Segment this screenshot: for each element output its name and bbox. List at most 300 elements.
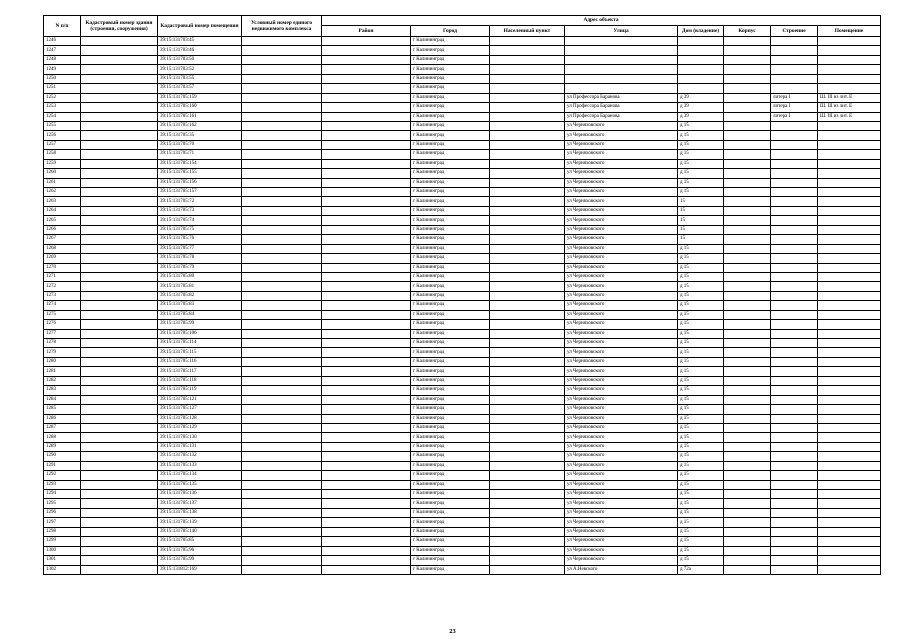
- cell-cad-building: [81, 367, 158, 376]
- cell-building: [771, 433, 818, 442]
- cell-building: [771, 121, 818, 130]
- cell-room: [818, 150, 881, 159]
- cell-district: [322, 150, 411, 159]
- cell-city: г Калининград: [411, 55, 490, 64]
- cell-district: [322, 263, 411, 272]
- cell-city: г Калининград: [411, 395, 490, 404]
- cell-cad-room: 39:15:131705:76: [158, 235, 242, 244]
- cell-district: [322, 508, 411, 517]
- cell-corpus: [724, 518, 771, 527]
- cell-room: [818, 339, 881, 348]
- cell-district: [322, 320, 411, 329]
- cell-house: д 15: [678, 518, 724, 527]
- cell-conditional-number: [242, 263, 322, 272]
- cell-settlement: [490, 150, 565, 159]
- cell-conditional-number: [242, 367, 322, 376]
- cell-city: г Калининград: [411, 225, 490, 234]
- cell-house: д 15: [678, 121, 724, 130]
- table-row: [44, 244, 881, 253]
- cell-conditional-number: [242, 508, 322, 517]
- registry-table-container: [43, 15, 880, 575]
- cell-corpus: [724, 329, 771, 338]
- cell-city: г Калининград: [411, 537, 490, 546]
- cell-street: ул Черняховского: [565, 140, 678, 149]
- cell-building: [771, 235, 818, 244]
- table-row: [44, 320, 881, 329]
- cell-settlement: [490, 433, 565, 442]
- cell-conditional-number: [242, 414, 322, 423]
- cell-corpus: [724, 471, 771, 480]
- cell-district: [322, 414, 411, 423]
- cell-building: литера I: [771, 103, 818, 112]
- cell-street: ул Черняховского: [565, 225, 678, 234]
- cell-city: г Калининград: [411, 84, 490, 93]
- cell-settlement: [490, 103, 565, 112]
- cell-district: [322, 433, 411, 442]
- cell-settlement: [490, 272, 565, 281]
- cell-building: [771, 244, 818, 253]
- cell-house: [678, 74, 724, 83]
- cell-street: ул Черняховского: [565, 188, 678, 197]
- cell-room: [818, 65, 881, 74]
- cell-settlement: [490, 386, 565, 395]
- cell-cad-building: [81, 490, 158, 499]
- cell-house: д 15: [678, 556, 724, 565]
- cell-room: [818, 37, 881, 46]
- cell-cad-building: [81, 206, 158, 215]
- cell-house: д 15: [678, 272, 724, 281]
- table-row: [44, 367, 881, 376]
- cell-cad-room: 39:15:131705:71: [158, 150, 242, 159]
- cell-corpus: [724, 282, 771, 291]
- cell-building: [771, 423, 818, 432]
- cell-corpus: [724, 178, 771, 187]
- cell-corpus: [724, 433, 771, 442]
- cell-room: [818, 272, 881, 281]
- cell-cad-building: [81, 395, 158, 404]
- cell-num: 1256: [44, 131, 81, 140]
- cell-street: ул Профессора Баранова: [565, 103, 678, 112]
- cell-settlement: [490, 310, 565, 319]
- cell-conditional-number: [242, 433, 322, 442]
- header-cad-building: Кадастровый номер здания (строения, сооружения): [81, 16, 158, 37]
- cell-cad-building: [81, 376, 158, 385]
- cell-room: [818, 518, 881, 527]
- cell-cad-room: 39:15:131705:135: [158, 480, 242, 489]
- cell-cad-building: [81, 263, 158, 272]
- table-row: [44, 178, 881, 187]
- cell-house: д 15: [678, 150, 724, 159]
- cell-corpus: [724, 376, 771, 385]
- cell-settlement: [490, 216, 565, 225]
- cell-room: [818, 357, 881, 366]
- cell-cad-building: [81, 414, 158, 423]
- cell-conditional-number: [242, 556, 322, 565]
- cell-cad-building: [81, 65, 158, 74]
- cell-settlement: [490, 537, 565, 546]
- cell-building: литера I: [771, 112, 818, 121]
- cell-settlement: [490, 301, 565, 310]
- cell-num: 1265: [44, 216, 81, 225]
- cell-settlement: [490, 367, 565, 376]
- cell-cad-room: 39:15:131812:169: [158, 565, 242, 574]
- cell-cad-room: 39:15:131705:129: [158, 423, 242, 432]
- cell-street: ул Черняховского: [565, 423, 678, 432]
- cell-cad-room: 39:15:131705:132: [158, 452, 242, 461]
- cell-corpus: [724, 442, 771, 451]
- cell-street: ул Черняховского: [565, 480, 678, 489]
- cell-cad-room: 39:15:131705:159: [158, 93, 242, 102]
- cell-building: [771, 461, 818, 470]
- cell-room: Ш. III из лит. Е: [818, 112, 881, 121]
- cell-street: ул Черняховского: [565, 367, 678, 376]
- cell-conditional-number: [242, 84, 322, 93]
- cell-cad-room: 39:15:131703:46: [158, 46, 242, 55]
- table-row: [44, 395, 881, 404]
- cell-district: [322, 272, 411, 281]
- table-row: [44, 537, 881, 546]
- cell-conditional-number: [242, 46, 322, 55]
- header-settlement: Населенный пункт: [490, 26, 565, 37]
- cell-corpus: [724, 490, 771, 499]
- cell-district: [322, 518, 411, 527]
- cell-street: [565, 84, 678, 93]
- cell-conditional-number: [242, 527, 322, 536]
- cell-corpus: [724, 93, 771, 102]
- cell-district: [322, 546, 411, 555]
- cell-room: [818, 423, 881, 432]
- cell-district: [322, 490, 411, 499]
- cell-house: д 15: [678, 357, 724, 366]
- cell-num: 1266: [44, 225, 81, 234]
- cell-district: [322, 206, 411, 215]
- cell-street: ул Черняховского: [565, 518, 678, 527]
- table-row: [44, 357, 881, 366]
- cell-settlement: [490, 235, 565, 244]
- cell-building: [771, 357, 818, 366]
- cell-settlement: [490, 499, 565, 508]
- table-row: [44, 272, 881, 281]
- cell-cad-building: [81, 442, 158, 451]
- cell-house: д 39: [678, 112, 724, 121]
- cell-num: 1272: [44, 282, 81, 291]
- cell-settlement: [490, 282, 565, 291]
- cell-room: [818, 386, 881, 395]
- cell-conditional-number: [242, 546, 322, 555]
- cell-num: 1261: [44, 178, 81, 187]
- cell-cad-building: [81, 310, 158, 319]
- cell-house: д 15: [678, 537, 724, 546]
- cell-street: ул Черняховского: [565, 206, 678, 215]
- cell-building: [771, 556, 818, 565]
- cell-city: г Калининград: [411, 357, 490, 366]
- cell-corpus: [724, 159, 771, 168]
- cell-cad-building: [81, 169, 158, 178]
- cell-num: 1250: [44, 74, 81, 83]
- cell-district: [322, 178, 411, 187]
- cell-cad-building: [81, 452, 158, 461]
- cell-city: г Калининград: [411, 565, 490, 574]
- cell-conditional-number: [242, 178, 322, 187]
- cell-settlement: [490, 395, 565, 404]
- table-row: [44, 65, 881, 74]
- cell-num: 1262: [44, 188, 81, 197]
- cell-num: 1260: [44, 169, 81, 178]
- cell-num: 1273: [44, 291, 81, 300]
- cell-city: г Калининград: [411, 414, 490, 423]
- cell-conditional-number: [242, 499, 322, 508]
- cell-num: 1257: [44, 140, 81, 149]
- table-body: [44, 37, 881, 575]
- cell-city: г Калининград: [411, 452, 490, 461]
- table-row: [44, 414, 881, 423]
- cell-settlement: [490, 93, 565, 102]
- cell-cad-room: 39:15:131705:70: [158, 140, 242, 149]
- cell-district: [322, 235, 411, 244]
- cell-num: 1286: [44, 414, 81, 423]
- cell-settlement: [490, 423, 565, 432]
- cell-conditional-number: [242, 518, 322, 527]
- cell-settlement: [490, 329, 565, 338]
- cell-conditional-number: [242, 310, 322, 319]
- cell-room: Ш. III из лит. Е: [818, 93, 881, 102]
- cell-cad-building: [81, 499, 158, 508]
- cell-cad-building: [81, 197, 158, 206]
- cell-city: г Калининград: [411, 169, 490, 178]
- cell-city: г Калининград: [411, 188, 490, 197]
- cell-district: [322, 329, 411, 338]
- cell-conditional-number: [242, 357, 322, 366]
- cell-corpus: [724, 84, 771, 93]
- cell-settlement: [490, 546, 565, 555]
- cell-building: [771, 405, 818, 414]
- cell-room: [818, 433, 881, 442]
- cell-street: ул Черняховского: [565, 216, 678, 225]
- cell-building: [771, 150, 818, 159]
- cell-num: 1292: [44, 471, 81, 480]
- cell-district: [322, 556, 411, 565]
- cell-num: 1301: [44, 556, 81, 565]
- cell-house: 15: [678, 197, 724, 206]
- cell-street: [565, 37, 678, 46]
- cell-house: д 15: [678, 499, 724, 508]
- table-row: [44, 131, 881, 140]
- cell-conditional-number: [242, 131, 322, 140]
- cell-corpus: [724, 291, 771, 300]
- cell-cad-building: [81, 461, 158, 470]
- table-row: [44, 565, 881, 574]
- header-building: Строение: [771, 26, 818, 37]
- cell-district: [322, 395, 411, 404]
- cell-conditional-number: [242, 216, 322, 225]
- cell-house: д 15: [678, 527, 724, 536]
- table-row: [44, 206, 881, 215]
- cell-house: д 15: [678, 376, 724, 385]
- cell-num: 1294: [44, 490, 81, 499]
- cell-room: [818, 188, 881, 197]
- cell-street: ул Черняховского: [565, 433, 678, 442]
- cell-house: д 15: [678, 244, 724, 253]
- cell-house: д 15: [678, 282, 724, 291]
- cell-corpus: [724, 244, 771, 253]
- cell-corpus: [724, 103, 771, 112]
- cell-num: 1293: [44, 480, 81, 489]
- cell-district: [322, 339, 411, 348]
- cell-building: [771, 329, 818, 338]
- cell-settlement: [490, 112, 565, 121]
- cell-settlement: [490, 169, 565, 178]
- cell-num: 1249: [44, 65, 81, 74]
- table-row: [44, 235, 881, 244]
- cell-conditional-number: [242, 395, 322, 404]
- cell-room: [818, 301, 881, 310]
- cell-num: 1264: [44, 206, 81, 215]
- cell-house: д 15: [678, 423, 724, 432]
- cell-house: д 15: [678, 386, 724, 395]
- table-row: [44, 480, 881, 489]
- cell-num: 1263: [44, 197, 81, 206]
- cell-city: г Калининград: [411, 131, 490, 140]
- cell-cad-room: 39:15:131705:118: [158, 376, 242, 385]
- cell-cad-building: [81, 74, 158, 83]
- cell-conditional-number: [242, 121, 322, 130]
- cell-conditional-number: [242, 452, 322, 461]
- cell-cad-room: 39:15:131705:99: [158, 320, 242, 329]
- cell-num: 1253: [44, 103, 81, 112]
- cell-street: ул Черняховского: [565, 471, 678, 480]
- cell-room: [818, 348, 881, 357]
- cell-cad-building: [81, 55, 158, 64]
- cell-building: [771, 320, 818, 329]
- cell-cad-room: 39:15:131705:156: [158, 178, 242, 187]
- cell-settlement: [490, 74, 565, 83]
- cell-cad-building: [81, 565, 158, 574]
- cell-building: [771, 367, 818, 376]
- header-corpus: Корпус: [724, 26, 771, 37]
- cell-num: 1288: [44, 433, 81, 442]
- cell-cad-building: [81, 291, 158, 300]
- cell-city: г Калининград: [411, 216, 490, 225]
- cell-conditional-number: [242, 244, 322, 253]
- table-row: [44, 310, 881, 319]
- cell-street: ул Черняховского: [565, 546, 678, 555]
- cell-house: д 15: [678, 405, 724, 414]
- cell-corpus: [724, 395, 771, 404]
- cell-street: ул Черняховского: [565, 197, 678, 206]
- cell-cad-building: [81, 46, 158, 55]
- cell-city: г Калининград: [411, 140, 490, 149]
- cell-settlement: [490, 556, 565, 565]
- cell-district: [322, 55, 411, 64]
- cell-cad-room: 39:15:131705:35: [158, 131, 242, 140]
- cell-num: 1296: [44, 508, 81, 517]
- cell-conditional-number: [242, 537, 322, 546]
- cell-conditional-number: [242, 339, 322, 348]
- cell-district: [322, 46, 411, 55]
- cell-cad-room: 39:15:131705:136: [158, 490, 242, 499]
- cell-street: ул Черняховского: [565, 414, 678, 423]
- cell-cad-room: 39:15:131705:84: [158, 310, 242, 319]
- cell-corpus: [724, 405, 771, 414]
- cell-city: г Калининград: [411, 244, 490, 253]
- cell-street: ул Черняховского: [565, 121, 678, 130]
- cell-cad-building: [81, 37, 158, 46]
- cell-building: [771, 395, 818, 404]
- registry-table: [43, 15, 881, 575]
- cell-conditional-number: [242, 405, 322, 414]
- table-row: [44, 490, 881, 499]
- cell-cad-building: [81, 188, 158, 197]
- cell-cad-room: 39:15:131705:134: [158, 471, 242, 480]
- cell-cad-room: 39:15:131705:162: [158, 121, 242, 130]
- cell-cad-building: [81, 216, 158, 225]
- cell-house: д 15: [678, 329, 724, 338]
- cell-num: 1298: [44, 527, 81, 536]
- table-row: [44, 376, 881, 385]
- cell-district: [322, 140, 411, 149]
- cell-cad-building: [81, 339, 158, 348]
- cell-city: г Калининград: [411, 320, 490, 329]
- cell-settlement: [490, 471, 565, 480]
- cell-building: [771, 452, 818, 461]
- cell-cad-building: [81, 386, 158, 395]
- cell-cad-building: [81, 480, 158, 489]
- cell-corpus: [724, 188, 771, 197]
- cell-conditional-number: [242, 206, 322, 215]
- cell-street: ул Черняховского: [565, 178, 678, 187]
- cell-corpus: [724, 169, 771, 178]
- cell-city: г Калининград: [411, 329, 490, 338]
- cell-house: д 15: [678, 508, 724, 517]
- cell-district: [322, 65, 411, 74]
- table-row: [44, 188, 881, 197]
- header-address-group: Адрес объекта: [322, 16, 881, 26]
- cell-num: 1299: [44, 537, 81, 546]
- cell-building: [771, 225, 818, 234]
- cell-settlement: [490, 376, 565, 385]
- cell-conditional-number: [242, 188, 322, 197]
- cell-district: [322, 386, 411, 395]
- cell-conditional-number: [242, 37, 322, 46]
- cell-cad-building: [81, 508, 158, 517]
- cell-corpus: [724, 235, 771, 244]
- cell-house: 15: [678, 216, 724, 225]
- cell-street: ул Профессора Баранова: [565, 112, 678, 121]
- cell-settlement: [490, 527, 565, 536]
- cell-street: ул Черняховского: [565, 386, 678, 395]
- page-number: 23: [449, 628, 456, 635]
- cell-cad-room: 39:15:131705:131: [158, 442, 242, 451]
- cell-corpus: [724, 150, 771, 159]
- cell-building: [771, 348, 818, 357]
- cell-building: [771, 508, 818, 517]
- cell-building: [771, 527, 818, 536]
- cell-cad-room: 39:15:131705:83: [158, 301, 242, 310]
- cell-room: [818, 140, 881, 149]
- table-row: [44, 150, 881, 159]
- cell-district: [322, 112, 411, 121]
- cell-num: 1282: [44, 376, 81, 385]
- table-row: [44, 103, 881, 112]
- cell-conditional-number: [242, 329, 322, 338]
- cell-city: г Калининград: [411, 112, 490, 121]
- cell-cad-building: [81, 93, 158, 102]
- cell-building: [771, 414, 818, 423]
- table-row: [44, 499, 881, 508]
- cell-building: [771, 169, 818, 178]
- table-row: [44, 301, 881, 310]
- cell-corpus: [724, 301, 771, 310]
